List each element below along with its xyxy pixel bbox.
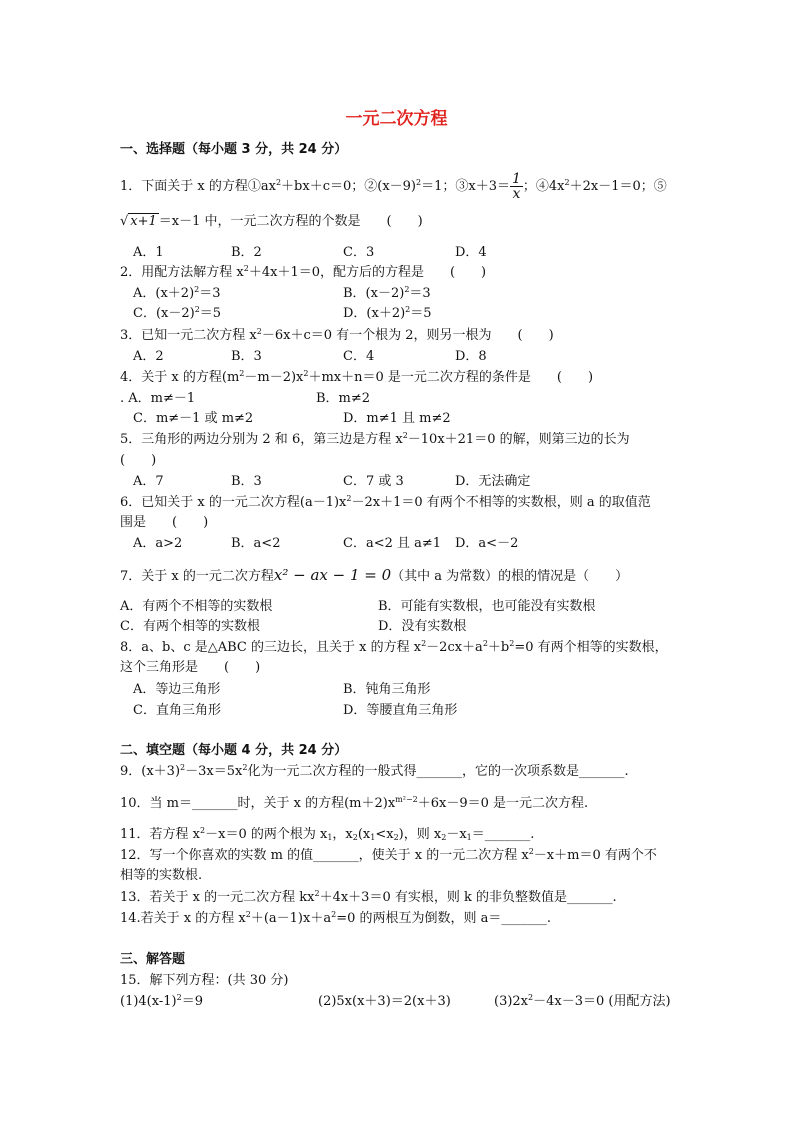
q6-option-d: D．a<－2 (455, 536, 519, 551)
q3-option-b: B．3 (231, 349, 262, 364)
question-1-line2: √ x+1 ＝x－1 中，一元二次方程的个数是 ( ) (120, 212, 423, 232)
q15-part-3: $(3)2x^2-4x-3=0$ (用配方法) (494, 993, 671, 1009)
q4-option-a: . A．m≠－1 (120, 391, 196, 406)
question-1: 1．下面关于 x 的方程$①ax^2+bx+c=0$；$②(x-9)^2=1$；③x＋3＝ $\frac{1}{x}$ ；$④4x^2+2x-1=0$；⑤ (120, 171, 667, 202)
q1-option-d: D．4 (455, 245, 487, 260)
section-heading-choice: 一、选择题（每小题 3 分，共 24 分） (120, 142, 348, 157)
question-10: 10．当 m＝_______时，关于 x 的方程$(m+2)x^{m^2-2}+6x-9=0$ 是一元二次方程. (120, 795, 589, 811)
q4-option-d: D．m≠1 且 m≠2 (343, 411, 451, 426)
q15-part-2: (2)5x(x＋3)＝2(x＋3) (318, 994, 451, 1009)
question-11: 11．若方程 $x^2-x=0$ 的两个根为 $x_1$，$x_2(x_1<x_2)$，则 $x_2-x_1=\_\_\_\_\_\_\_$. (120, 826, 535, 842)
q1-option-b: B．2 (231, 245, 262, 260)
question-4: 4．关于 x 的方程$(m^2-m-2)x^2+mx+n=0$ 是一元二次方程的条件是 ( ) (120, 369, 594, 385)
q8-option-b: B．钝角三角形 (343, 682, 431, 697)
question-3: 3．已知一元二次方程 $x^2-6x+c=0$ 有一个根为 2，则另一根为 ( ) (120, 327, 554, 343)
question-2: 2．用配方法解方程 $x^2+4x+1=0$，配方后的方程是 ( ) (120, 264, 487, 280)
quadratic-equation: x² − ax − 1 = 0 (273, 566, 392, 584)
question-14: 14.若关于 x 的方程 $x^2+(a-1)x+a^2=0$ 的两根互为倒数，则 a＝_______. (120, 910, 551, 926)
page-title: 一元二次方程 (345, 109, 448, 129)
question-8: 8．a、b、c 是△ABC 的三边长，且关于 x 的方程 $x^2-2cx+a^2+b^2=0$ 有两个相等的实数根， (120, 639, 668, 655)
q3-option-c: C．4 (343, 349, 375, 364)
question-5: 5．三角形的两边分别为 2 和 6，第三边是方程 $x^2-10x+21=0$ 的解，则第三边的长为 (120, 431, 630, 447)
question-13: 13．若关于 x 的一元二次方程 $kx^2+4x+3=0$ 有实根，则 k 的非负整数值是_______. (120, 889, 617, 905)
q3-option-d: D．8 (455, 349, 487, 364)
q4-option-c: C．m≠－1 或 m≠2 (133, 411, 254, 426)
q8-option-d: D．等腰直角三角形 (343, 703, 458, 718)
q2-option-b: B．$(x-2)^2=3$ (343, 285, 431, 301)
section-heading-solve: 三、解答题 (120, 952, 186, 967)
q7-option-a: A．有两个不相等的实数根 (120, 599, 273, 614)
q2-option-a: A．$(x+2)^2=3$ (133, 285, 221, 301)
q3-option-a: A．2 (133, 349, 164, 364)
q5-option-a: A．7 (133, 474, 164, 489)
question-9: 9．$(x+3)^2-3x=5x^2$化为一元二次方程的一般式得_______，它的一次项系数是_______. (120, 763, 629, 779)
q6-option-b: B．a<2 (231, 536, 281, 551)
sqrt-expression: √ x+1 (120, 214, 157, 229)
question-8-line2: 这个三角形是 ( ) (120, 660, 261, 675)
question-7: 7．关于 x 的一元二次方程x² − ax − 1 = 0（其中 a 为常数）的根的情况是（ ） (120, 566, 629, 584)
q15-part-1: $(1)4(x-1)^2=9$ (120, 993, 203, 1009)
question-15: 15．解下列方程：(共 30 分) (120, 973, 289, 988)
q5-option-d: D．无法确定 (455, 474, 531, 489)
fraction-one-over-x: $\frac{1}{x}$ (511, 171, 521, 202)
q1-option-c: C．3 (343, 245, 375, 260)
q5-option-c: C．7 或 3 (343, 474, 404, 489)
q7-option-b: B．可能有实数根，也可能没有实数根 (378, 599, 596, 614)
question-12: 12．写一个你喜欢的实数 m 的值_______，使关于 x 的一元二次方程 $x^2-x+m=0$ 有两个不 (120, 847, 657, 863)
q8-option-c: C．直角三角形 (133, 703, 221, 718)
q8-option-a: A．等边三角形 (133, 682, 221, 697)
q2-option-d: D．$(x+2)^2=5$ (343, 305, 432, 321)
q6-option-a: A．a>2 (133, 536, 183, 551)
question-12-line2: 相等的实数根. (120, 868, 203, 883)
question-5-line2: ( ) (120, 453, 157, 468)
question-6: 6．已知关于 x 的一元二次方程$(a-1)x^2-2x+1=0$ 有两个不相等的实数根，则 a 的取值范 (120, 494, 651, 510)
q5-option-b: B．3 (231, 474, 262, 489)
q6-option-c: C．a<2 且 a≠1 (343, 536, 442, 551)
q2-option-c: C．$(x-2)^2=5$ (133, 305, 222, 321)
question-6-line2: 围是 ( ) (120, 515, 209, 530)
q7-option-d: D．没有实数根 (378, 619, 467, 634)
q1-option-a: A．1 (133, 245, 164, 260)
q7-option-c: C．有两个相等的实数根 (120, 619, 260, 634)
section-heading-fill: 二、填空题（每小题 4 分，共 24 分） (120, 743, 348, 758)
q4-option-b: B．m≠2 (316, 391, 371, 406)
